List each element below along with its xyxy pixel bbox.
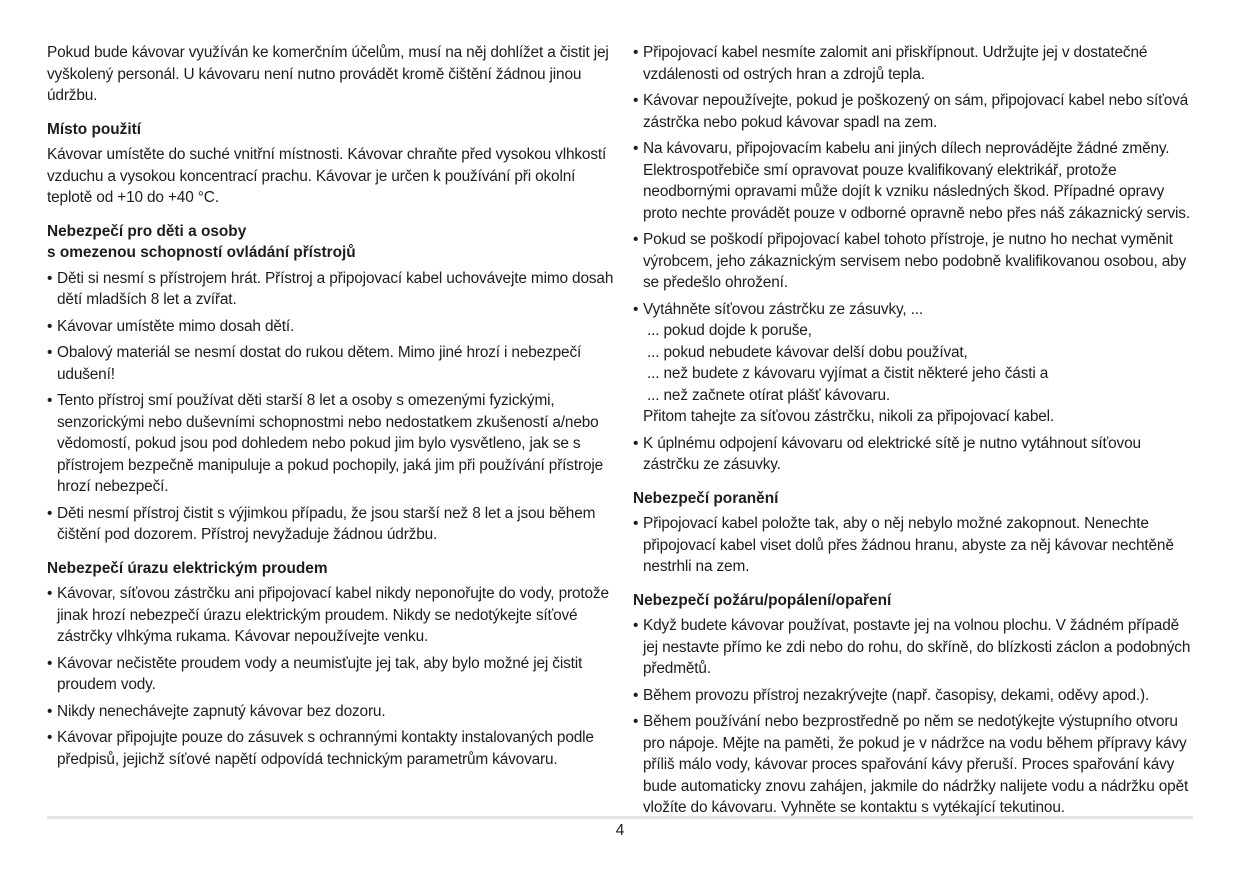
bullet: • (47, 344, 53, 361)
footer-divider (47, 816, 1193, 819)
list-item (633, 711, 1198, 819)
fire-hazard-heading: Nebezpečí požáru/popálení/opaření (633, 591, 892, 609)
list-item-text: Děti nesmí přístroj čistit s výjimkou případu, že jsou starší než 8 let a jsou během čištění pod dozorem. Přístroj nevyžaduje žádnou údržbu. (57, 504, 596, 543)
children-hazard-heading-line1: Nebezpečí pro děti a osoby (47, 222, 247, 240)
injury-hazard-list (633, 513, 1198, 578)
list-item-text: Nikdy nenechávejte zapnutý kávovar bez dozoru. (57, 702, 386, 720)
list-item-text: Kávovar nečistěte proudem vody a neumisťujte jej tak, aby bylo možné jej čistit proudem vody. (57, 654, 583, 693)
list-item (633, 685, 1198, 707)
bullet: • (47, 702, 53, 720)
bullet: • (633, 686, 639, 704)
list-item (47, 653, 617, 696)
bullet: • (47, 317, 53, 335)
electric-shock-heading: Nebezpečí úrazu elektrickým proudem (47, 559, 328, 577)
bullet: • (633, 140, 639, 157)
list-item (633, 42, 1198, 85)
unplug-note: Přitom tahejte za síťovou zástrčku, nikoli za připojovací kabel. (643, 408, 1055, 425)
list-item-text: Kávovar, síťovou zástrčku ani připojovací kabel nikdy neponořujte do vody, protože jinak hrozí nebezpečí úrazu elektrickým proudem. Nikdy se nedotýkejte síťové zástrčky vlhkýma rukama. Kávovar nepoužívejte venku. (57, 585, 609, 645)
list-item-text: Během používání nebo bezprostředně po něm se nedotýkejte výstupního otvoru pro nápoje. Mějte na paměti, že pokud je v nádržce na vodu během přípravy kávy příliš málo vody, kávovar proces spařování kávy přeruší. Proces spařování kávy bude automaticky znovu zahájen, jakmile do nádržky nalijete vodu a nádržku opět vložíte do kávovaru. Vyhněte se kontaktu s vytékající tekutinou. (643, 713, 1189, 816)
right-column (633, 42, 1198, 829)
bullet: • (633, 300, 639, 318)
list-item (47, 342, 617, 385)
list-item-text: Když budete kávovar používat, postavte jej na volnou plochu. V žádném případě jej nestavte přímo ke zdi nebo do rohu, do skříně, do blízkosti záclon a podobných předmětů. (643, 617, 1191, 677)
list-item (633, 229, 1198, 294)
list-item (47, 727, 617, 770)
bullet: • (633, 231, 639, 248)
bullet: • (633, 713, 639, 730)
list-item-text: Na kávovaru, připojovacím kabelu ani jiných dílech neprovádějte žádné změny. Elektrospotřebiče smí opravovat pouze kvalifikovaný elektrikář, protože neodbornými opravami může dojít k vzniku následných škod. Případné opravy proto nechte provádět pouze v odborné opravně nebo přes náš zákaznický servis. (643, 140, 1190, 222)
list-item-text: Obalový materiál se nesmí dostat do rukou dětem. Mimo jiné hrozí i nebezpečí udušení! (57, 344, 582, 383)
children-hazard-heading (47, 221, 617, 264)
bullet: • (633, 515, 639, 532)
place-of-use-paragraph: Kávovar umístěte do suché vnitřní místnosti. Kávovar chraňte před vysokou vlhkostí vzduchu a vysokou koncentrací prachu. Kávovar je určen k používání při okolní teplotě od +10 do +40 °C. (47, 146, 607, 206)
list-item (633, 615, 1198, 680)
bullet: • (47, 269, 53, 287)
unplug-sub-item: ... než začnete otírat plášť kávovaru. (647, 386, 891, 404)
list-item-text: Připojovací kabel položte tak, aby o něj nebylo možné zakopnout. Nenechte připojovací kabel viset dolů přes žádnou hranu, abyste za něj kávovar nechtěně nestrhli na zem. (643, 515, 1174, 575)
list-item (633, 433, 1198, 476)
list-item (47, 701, 617, 723)
list-item (47, 316, 617, 338)
list-item-text: Tento přístroj smí používat děti starší 8 let a osoby s omezenými fyzickými, senzorickými nebo duševními schopnostmi nebo nedostatkem zkušeností a/nebo vědomostí, pokud jsou pod dohledem nebo pokud jim bylo vysvětleno, jak se s přístrojem bezpečně manipuluje a pokud pochopily, jaká jim při používání přístroje hrozí nebezpečí. (57, 392, 604, 495)
unplug-intro: Vytáhněte síťovou zástrčku ze zásuvky, ... (643, 300, 924, 318)
list-item-text: Během provozu přístroj nezakrývejte (např. časopisy, dekami, oděvy apod.). (643, 686, 1150, 704)
list-item-text: Děti si nesmí s přístrojem hrát. Přístroj a připojovací kabel uchovávejte mimo dosah dětí mladších 8 let a zvířat. (57, 269, 614, 308)
list-item (47, 268, 617, 311)
unplug-sub-item: ... než budete z kávovaru vyjímat a čistit některé jeho části a (647, 365, 1049, 382)
list-item (47, 583, 617, 648)
list-item-text: Kávovar umístěte mimo dosah dětí. (57, 317, 295, 335)
list-item-text: K úplnému odpojení kávovaru od elektrické sítě je nutno vytáhnout síťovou zástrčku ze zásuvky. (643, 434, 1141, 473)
list-item-text: Připojovací kabel nesmíte zalomit ani přiskřípnout. Udržujte jej v dostatečné vzdálenosti od ostrých hran a zdrojů tepla. (643, 44, 1148, 83)
bullet: • (633, 92, 639, 109)
list-item-text: Kávovar připojujte pouze do zásuvek s ochrannými kontakty instalovaných podle předpisů, jejichž síťové napětí odpovídá technickým parametrům kávovaru. (57, 729, 594, 768)
bullet: • (47, 585, 53, 602)
bullet: • (633, 617, 639, 634)
bullet: • (47, 654, 53, 672)
list-item (633, 90, 1198, 133)
unplug-list-item (633, 299, 1198, 428)
bullet: • (47, 392, 53, 409)
bullet: • (47, 504, 53, 522)
left-column (47, 42, 617, 780)
list-item (47, 503, 617, 546)
list-item-text: Pokud se poškodí připojovací kabel tohoto přístroje, je nutno ho nechat vyměnit výrobcem, jeho zákaznickým servisem nebo podobně kvalifikovanou osobou, aby se předešlo ohrožení. (643, 231, 1187, 291)
unplug-sub-item: ... pokud dojde k poruše, (647, 322, 812, 339)
list-item (47, 390, 617, 498)
place-of-use-heading: Místo použití (47, 120, 142, 138)
list-item-text: Kávovar nepoužívejte, pokud je poškozený on sám, připojovací kabel nebo síťová zástrčka nebo pokud kávovar spadl na zem. (643, 92, 1189, 131)
list-item (633, 513, 1198, 578)
injury-hazard-heading: Nebezpečí poranění (633, 489, 779, 507)
list-item (633, 138, 1198, 224)
children-hazard-heading-line2: s omezenou schopností ovládání přístrojů (47, 244, 356, 261)
electric-shock-list (47, 583, 617, 770)
page-number: 4 (615, 822, 625, 839)
commercial-use-paragraph: Pokud bude kávovar využíván ke komerčním účelům, musí na něj dohlížet a čistit jej vyškolený personál. U kávovaru není nutno provádět kromě čištění žádnou jinou údržbu. (47, 44, 609, 104)
bullet: • (47, 729, 53, 746)
children-hazard-list (47, 268, 617, 546)
bullet: • (633, 434, 639, 452)
unplug-sub-item: ... pokud nebudete kávovar delší dobu používat, (647, 343, 968, 361)
bullet: • (633, 44, 639, 61)
fire-hazard-list (633, 615, 1198, 819)
electric-shock-list-continued (633, 42, 1198, 476)
